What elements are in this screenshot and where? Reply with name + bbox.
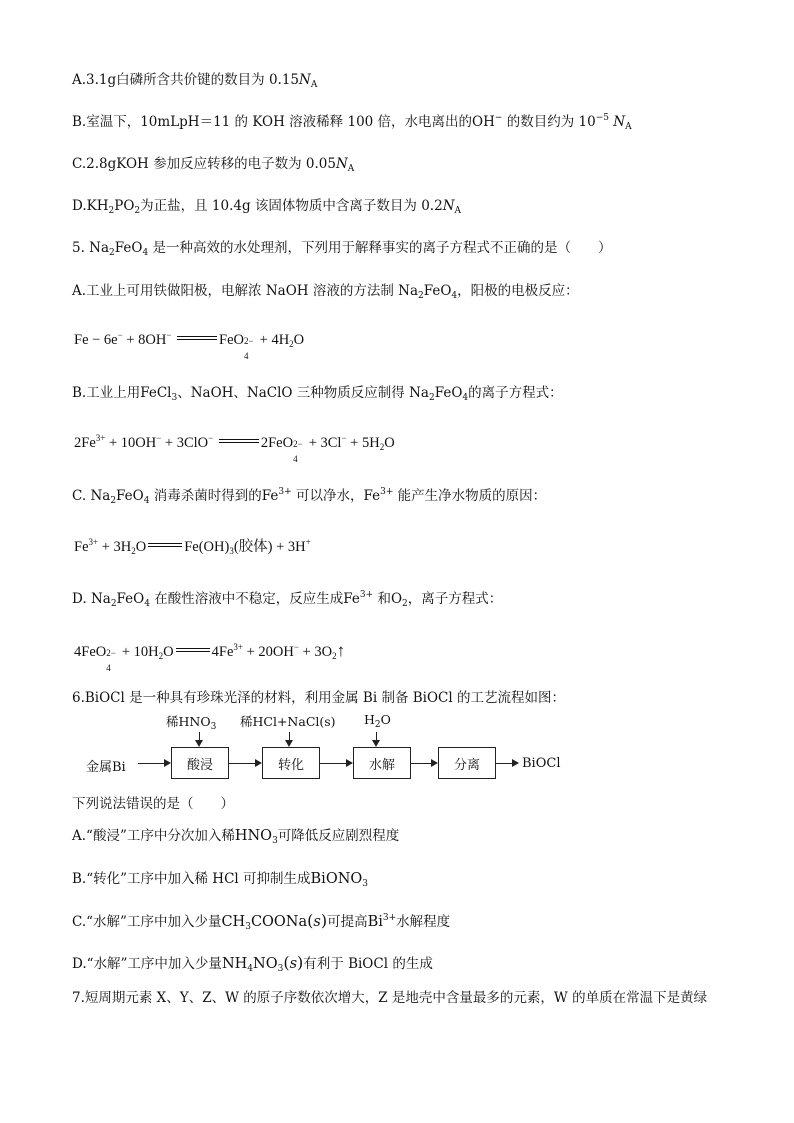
arrow-down-icon <box>372 740 380 747</box>
q6-option-b: B.“转化”工序中加入稀 HCl 可抑制生成BiONO$_3$ <box>72 871 369 889</box>
q4-option-a: A.3.1g白磷所含共价键的数目为 $0.15N_A$ <box>72 72 318 90</box>
equals-sign <box>219 437 259 447</box>
equals-sign <box>177 334 217 344</box>
input-label-hcl-nacl: 稀HCl+NaCl(s) <box>240 714 336 729</box>
step-box-separation: 分离 <box>438 747 496 779</box>
arrow-right-icon <box>512 759 519 767</box>
equals-sign <box>176 646 210 656</box>
q4-option-b: B.室温下，10mLpH＝11 的 KOH 溶液稀释 100 倍，水电离出的OH− 的数目约为 $10^{-5}$ $N_A$ <box>72 113 632 132</box>
step-box-acid-leach: 酸浸 <box>171 747 229 779</box>
process-flow-diagram <box>80 712 600 792</box>
q5-option-c: C. $Na_2FeO_4$ 消毒杀菌时得到的$Fe^{3+}$ 可以净水，$Fe^{3+}$ 能产生净水物质的原因： <box>72 487 547 506</box>
q5-option-b: B.工业上用FeCl$_3$、NaOH、NaClO 三种物质反应制得 $Na_2FeO_4$的离子方程式： <box>72 385 563 403</box>
q5-option-a: A.工业上可用铁做阳极，电解浓 NaOH 溶液的方法制 $Na_2FeO_4$，阳极的电极反应： <box>72 283 579 301</box>
flow-arrow-line <box>411 763 431 764</box>
q6-option-d: D.“水解”工序中加入少量$NH_4NO_3(s)$有利于 BiOCl 的生成 <box>72 953 433 974</box>
q7-stem: 7.短周期元素 X、Y、Z、W 的原子序数依次增大，Z 是地壳中含量最多的元素，W 的单质在常温下是黄绿 <box>72 990 708 1006</box>
q5-equation-c: $Fe^{3+} + 3H_2O$ $Fe(OH)_3$(胶体) + 3H+ <box>74 537 311 556</box>
q5-equation-d: 4FeO 2− 4 + $10H_2O$ $4Fe^{3+} + 20OH^-$ + $3O_2↑$ <box>74 641 346 673</box>
q6-stem: 6.BiOCl 是一种具有珍珠光泽的材料，利用金属 Bi 制备 BiOCl 的工艺流程如图： <box>72 690 565 706</box>
arrow-right-icon <box>164 759 171 767</box>
q5-option-d: D. $Na_2FeO_4$ 在酸性溶液中不稳定，反应生成$Fe^{3+}$ 和$O_2$，离子方程式： <box>72 590 503 609</box>
arrow-right-icon <box>346 759 353 767</box>
input-label-hno3: 稀$HNO_3$ <box>166 714 217 732</box>
arrow-right-icon <box>255 759 262 767</box>
q6-option-a: A.“酸浸”工序中分次加入稀$HNO_3$可降低反应剧烈程度 <box>72 828 400 846</box>
step-box-conversion: 转化 <box>262 747 320 779</box>
q6-question: 下列说法错误的是（ ） <box>72 796 234 812</box>
q5-equation-a: Fe − 6e− + 8OH− FeO 2− 4 + $4H_2O$ <box>74 330 305 361</box>
q5-stem: 5. $Na_2FeO_4$ 是一种高效的水处理剂，下列用于解释事实的离子方程式不正确的是（ ） <box>72 240 612 258</box>
flow-arrow-line <box>496 763 512 764</box>
flow-arrow-line <box>229 763 255 764</box>
flow-arrow-line <box>138 763 164 764</box>
input-label-h2o: $H_2O$ <box>364 712 391 730</box>
arrow-down-icon <box>285 740 293 747</box>
equals-sign <box>148 541 182 551</box>
end-label: BiOCl <box>522 756 561 771</box>
arrow-down-icon <box>195 740 203 747</box>
step-box-hydrolysis: 水解 <box>353 747 411 779</box>
flow-arrow-line <box>320 763 346 764</box>
q6-option-c: C.“水解”工序中加入少量$CH_3COONa(s)$可提高$Bi^{3+}$水解程度 <box>72 911 451 932</box>
q4-option-c: C.2.8gKOH 参加反应转移的电子数为 $0.05N_A$ <box>72 156 355 174</box>
q5-equation-b: $2Fe^{3+} + 10OH^- + 3ClO^-$ 2FeO 2− 4 + $3Cl^- + 5H_2O$ <box>74 433 395 464</box>
start-label: 金属Bi <box>86 760 126 775</box>
arrow-right-icon <box>431 759 438 767</box>
q4-option-d: $D.KH_2PO_2$为正盐，且 10.4g 该固体物质中含离子数目为 $0.2N_A$ <box>72 198 462 216</box>
